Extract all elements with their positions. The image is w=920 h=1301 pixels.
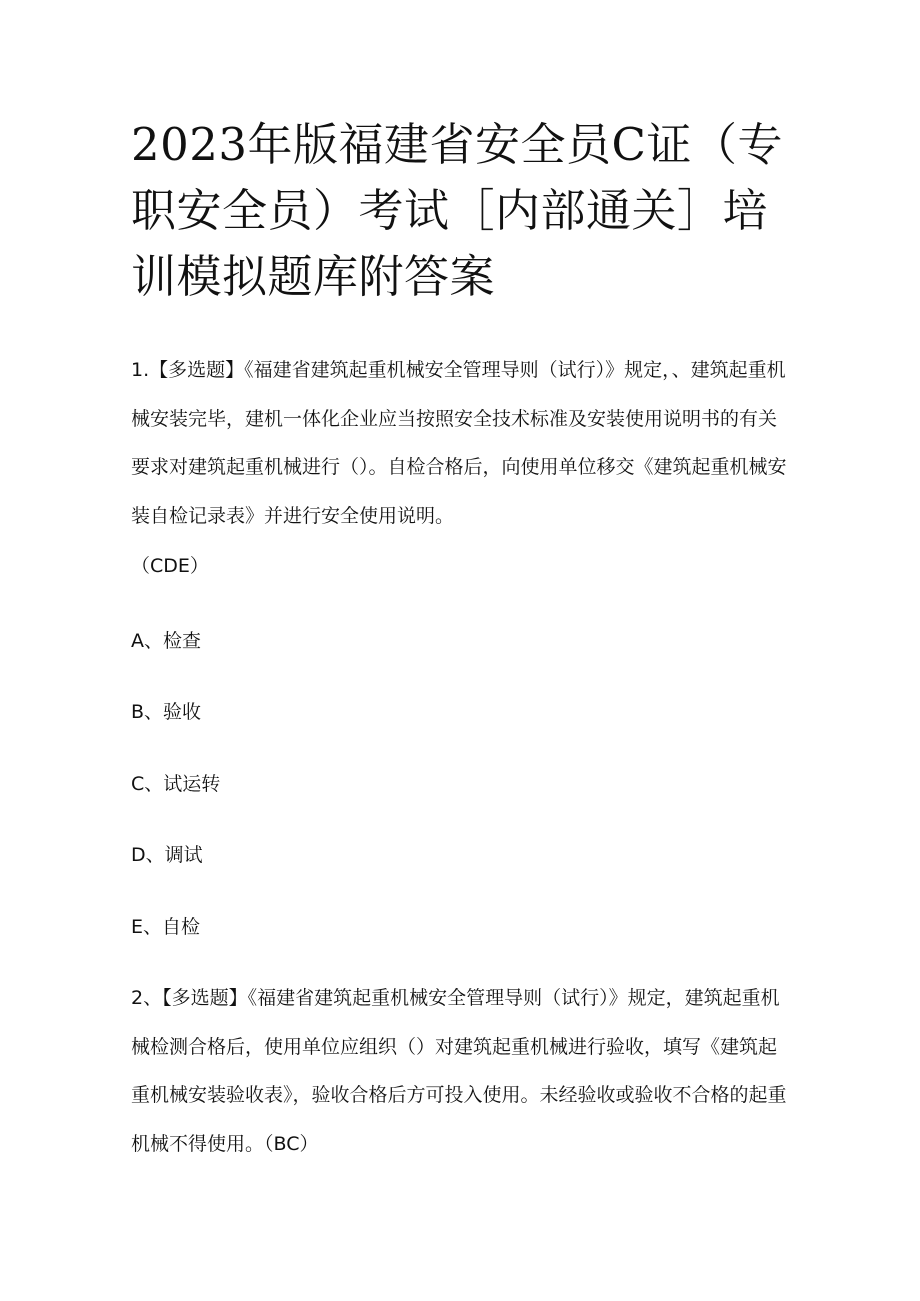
question-1-option-d: D、调试 [131, 844, 203, 866]
question-1-option-c: C、试运转 [131, 773, 221, 795]
question-1-text: 1.【多选题】《福建省建筑起重机械安全管理导则（试行）》规定，、建筑起重机械安装完毕，建机一体化企业应当按照安全技术标准及安装使用说明书的有关要求对建筑起重机械进行（）。自检合格后，向使用单位移交《建筑起重机械安装自检记录表》并进行安全使用说明。 [131, 359, 787, 527]
question-1-option-e: E、自检 [131, 916, 201, 938]
question-1-option-a: A、检查 [131, 630, 201, 652]
question-2-text: 2、【多选题】《福建省建筑起重机械安全管理导则（试行）》规定，建筑起重机械检测合格后，使用单位应组织（）对建筑起重机械进行验收，填写《建筑起重机械安装验收表》，验收合格后方可投入使用。未经验收或验收不合格的起重机械不得使用。（BC） [131, 987, 787, 1155]
question-1-option-b: B、验收 [131, 701, 202, 723]
document-title: 2023年版福建省安全员C证（专职安全员）考试［内部通关］培训模拟题库附答案 [131, 118, 783, 303]
question-1-answer: （CDE） [131, 555, 209, 577]
